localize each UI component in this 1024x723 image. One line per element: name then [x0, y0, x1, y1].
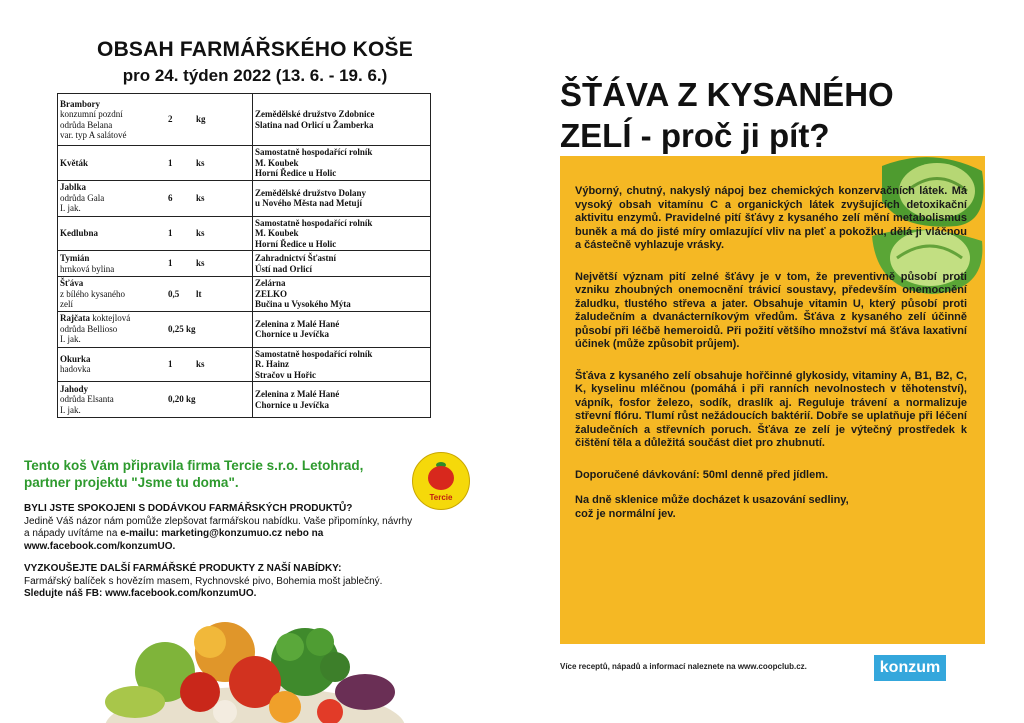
product-desc: odrůda Elsanta [60, 394, 114, 405]
table-row [58, 146, 431, 181]
product-name-suffix: koktejlová [90, 313, 131, 324]
tercie-logo [412, 452, 470, 510]
supplier-line: Zemědělské družstvo Dolany [255, 187, 366, 198]
unit: kg [196, 114, 206, 125]
product-cell [58, 251, 167, 277]
supplier-line: Samostatně hospodařící rolník [255, 348, 373, 359]
product-cell [58, 347, 167, 382]
unit: ks [196, 157, 205, 168]
paragraph-3: Šťáva z kysaného zelí obsahuje hořčinné glykosidy, vitaminy A, B1, B2, C, K, kyselinu mléčnou (pomáhá i při ranních nevolnostech v těhotenství), vápník, fosfor železo, sodík, draslík aj. Reguluje trávení a normalizuje střevní flóru. Tlumí růst nežádoucích baktérií. Dobře se uplatňuje při léčení žaludečních a střevních poruch. Šťáva ze zelí je výtečný prostředek k čištění těla a důležitá součást diet pro zhubnutí. [575, 369, 967, 449]
product-desc: z bílého kysaného [60, 288, 125, 299]
quantity: 6 [168, 192, 173, 203]
product-name: Okurka [60, 353, 91, 364]
quantity-cell [166, 146, 253, 181]
product-desc: zelí [60, 299, 73, 309]
page-title: OBSAH FARMÁŘSKÉHO KOŠE [97, 38, 413, 61]
page-subtitle: pro 24. týden 2022 (13. 6. - 19. 6.) [122, 66, 388, 85]
article-title: ŠŤÁVA Z KYSANÉHO ZELÍ - proč ji pít? [560, 76, 894, 154]
product-cell [58, 311, 167, 347]
feedback-block [24, 503, 474, 553]
supplier-line: M. Koubek [255, 157, 299, 168]
supplier-line: Horní Ředice u Holic [255, 238, 337, 249]
supplier-line: ZELKO [255, 288, 288, 299]
product-name: Tymián [60, 253, 90, 263]
quantity-cell [166, 251, 253, 277]
quantity-cell [166, 277, 253, 312]
supplier-line: M. Koubek [255, 228, 299, 238]
product-desc: konzumní pozdní [60, 109, 123, 119]
products-line: Farmářský balíček s hovězím masem, Rychnovské pivo, Bohemia mošt jablečný. [24, 575, 383, 587]
products-facebook-link[interactable]: Sledujte náš FB: www.facebook.com/konzumUO. [24, 588, 257, 599]
table-row [58, 180, 431, 216]
quantity: 2 [168, 114, 173, 125]
tercie-line-2: partner projektu "Jsme tu doma". [24, 475, 239, 490]
quantity: 0,20 kg [168, 394, 196, 405]
quantity: 1 [168, 157, 173, 168]
product-desc: odrůda Bellioso [60, 323, 118, 334]
unit: ks [196, 192, 205, 203]
supplier-cell [253, 311, 431, 347]
product-desc: hadovka [60, 364, 91, 375]
sediment-note: Na dně sklenice může docházet k usazování sedliny, což je normální jev. [575, 494, 849, 520]
quantity-cell [166, 180, 253, 216]
tercie-line-1: Tento koš Vám připravila firma Tercie s.r.o. Letohrad, [24, 458, 364, 473]
supplier-line: Zelárna [255, 278, 286, 288]
supplier-line: Zemědělské družstvo Zdobnice [255, 109, 375, 119]
article-body [575, 185, 967, 533]
paragraph-1: Výborný, chutný, nakyslý nápoj bez chemických konzervačních látek. Má vysoký obsah vitamínu C a organických látek zvyšujících detoxikační aktivitu enzymů. Pravidelné pití šťávy z kysaného zelí mění metabolismus buněk a má do jisté míry omlazující vliv na pleť a pokožku, dělá ji vláčnou a částečně vyhlazuje vrásky. [575, 185, 967, 251]
quantity: 0,5 [168, 288, 180, 299]
products-block [24, 563, 474, 601]
footer-text: Více receptů, nápadů a informací naleznete na www.coopclub.cz. [560, 662, 807, 671]
supplier-line: Zelenina z Malé Hané [255, 318, 340, 329]
quantity: 1 [168, 228, 173, 238]
product-desc: var. typ A salátové [60, 130, 127, 140]
table-row [58, 94, 431, 146]
tomato-icon [428, 466, 454, 490]
supplier-line: Zelenina z Malé Hané [255, 389, 340, 399]
supplier-cell [253, 180, 431, 216]
product-name: Jahody [60, 383, 89, 394]
product-name: Rajčata [60, 313, 90, 324]
vegetables-image [105, 612, 405, 723]
product-name: Brambory [60, 98, 100, 109]
supplier-line: Zahradnictví Šťastní [255, 253, 336, 263]
product-name: Jablka [60, 182, 87, 193]
quantity-cell [166, 216, 253, 251]
unit: ks [196, 258, 205, 269]
product-desc: odrůda Gala [60, 192, 105, 203]
product-cell [58, 382, 167, 418]
product-name: Květák [60, 157, 88, 168]
logo-text: Tercie [429, 493, 453, 502]
feedback-heading: BYLI JSTE SPOKOJENI S DODÁVKOU FARMÁŘSKÝCH PRODUKTŮ? [24, 503, 353, 514]
table-row [58, 347, 431, 382]
product-desc: I. jak. [60, 334, 81, 345]
konzum-logo: konzum [874, 655, 946, 681]
supplier-line: Horní Ředice u Holic [255, 168, 337, 178]
supplier-line: u Nového Města nad Metují [255, 198, 362, 208]
paragraph-2: Největší význam pití zelné šťávy je v tom, že preventivně působí proti vzniku zhoubných onemocnění trávicí soustavy, především onemocnění žaludku, tlustého střeva a jater. Obsahuje vitamin U, který působí proti žaludečním a dvanácterníkovým vředům. Šťáva z kysaného zelí účinně působí při léčbě hemeroidů. Při požití většího množství má šťáva laxativní účinek (může způsobit průjem). [575, 270, 967, 350]
supplier-line: Stračov u Hořic [255, 369, 316, 380]
basket-table [57, 93, 431, 418]
feedback-facebook-link[interactable]: www.facebook.com/konzumUO. [24, 540, 176, 552]
right-page [512, 0, 1024, 723]
supplier-line: Samostatně hospodařící rolník [255, 217, 373, 228]
quantity-cell [166, 347, 253, 382]
quantity-cell [166, 94, 253, 146]
table-row [58, 251, 431, 277]
supplier-line: Ústí nad Orlicí [255, 263, 313, 274]
supplier-line: Bučina u Vysokého Mýta [255, 299, 351, 309]
unit: ks [196, 359, 205, 369]
quantity-cell [166, 382, 253, 418]
product-cell [58, 277, 167, 312]
table-row [58, 311, 431, 347]
supplier-cell [253, 94, 431, 146]
supplier-line: Chornice u Jevíčka [255, 399, 329, 410]
products-heading: VYZKOUŠEJTE DALŠÍ FARMÁŘSKÉ PRODUKTY Z NAŠÍ NABÍDKY: [24, 563, 342, 574]
table-row [58, 382, 431, 418]
product-desc: I. jak. [60, 203, 81, 214]
unit: lt [196, 288, 202, 299]
supplier-cell [253, 277, 431, 312]
quantity: 1 [168, 359, 173, 369]
supplier-line: Samostatně hospodařící rolník [255, 147, 373, 157]
product-desc: odrůda Belana [60, 119, 113, 130]
table-row [58, 277, 431, 312]
supplier-line: R. Hainz [255, 359, 290, 369]
product-cell [58, 94, 167, 146]
product-cell [58, 216, 167, 251]
quantity: 1 [168, 258, 173, 269]
product-cell [58, 180, 167, 216]
supplier-line: Chornice u Jevíčka [255, 329, 329, 339]
feedback-line-2: a nápady uvítáme na e-mailu: marketing@konzumuo.cz nebo na [24, 528, 324, 539]
supplier-cell [253, 382, 431, 418]
product-desc: hrnková bylina [60, 263, 115, 274]
supplier-cell [253, 146, 431, 181]
supplier-cell [253, 251, 431, 277]
dosage: Doporučené dávkování: 50ml denně před jídlem. [575, 468, 829, 481]
quantity: 0,25 kg [168, 323, 196, 334]
quantity-cell [166, 311, 253, 347]
product-cell [58, 146, 167, 181]
feedback-line-1: Jedině Váš názor nám pomůže zlepšovat farmářskou nabídku. Vaše připomínky, návrhy [24, 515, 413, 527]
table-row [58, 216, 431, 251]
unit: ks [196, 228, 205, 238]
product-name: Šťáva [60, 278, 84, 288]
product-name: Kedlubna [60, 228, 99, 238]
supplier-cell [253, 216, 431, 251]
product-desc: I. jak. [60, 404, 81, 415]
feedback-email[interactable]: e-mailu: marketing@konzumuo.cz nebo na [120, 528, 324, 539]
supplier-line: Slatina nad Orlicí u Žamberka [255, 119, 374, 130]
tercie-note [24, 457, 404, 491]
supplier-cell [253, 347, 431, 382]
